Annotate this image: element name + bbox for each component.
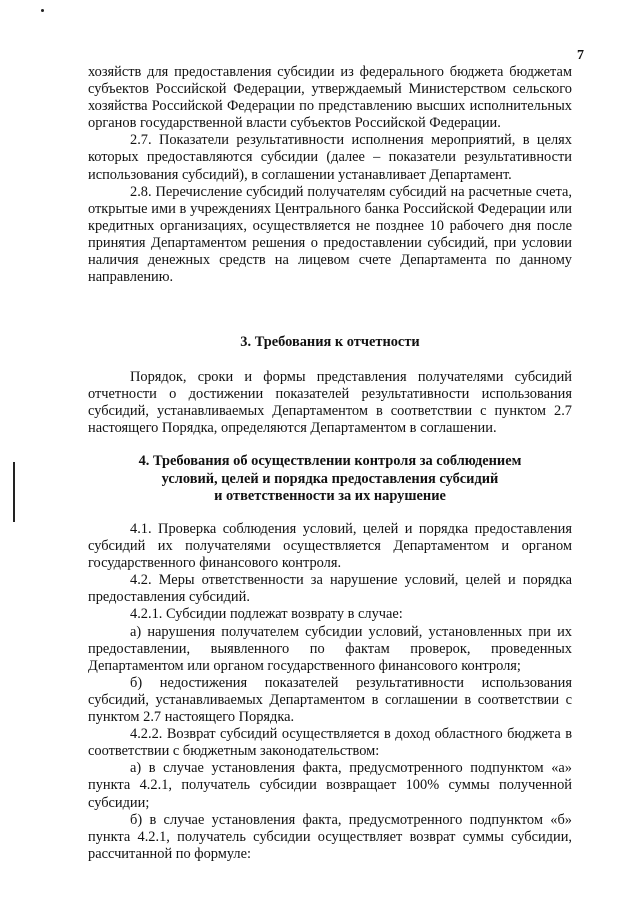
paragraph-continuation: хозяйств для предоставления субсидии из федерального бюджета бюджетам субъектов Российской Федерации, утверждаемый Министерством сельского хозяйства Российской Федерации по представлению высших исполнительных органов государственной власти субъектов Российской Федерации.	[88, 64, 572, 132]
section-3-body	[88, 369, 572, 437]
section-4-heading-line: условий, целей и порядка предоставления субсидий	[161, 470, 499, 487]
paragraph-4-2-1: 4.2.1. Субсидии подлежат возврату в случае:	[130, 606, 403, 623]
section-4-heading	[88, 453, 572, 506]
section-4-heading-line: 4. Требования об осуществлении контроля за соблюдением	[138, 453, 522, 469]
paragraph-4-1: 4.1. Проверка соблюдения условий, целей и порядка предоставления субсидий их получателями осуществляется Департаментом и органом государственного финансового контроля.	[88, 521, 572, 572]
scan-mark-dot	[41, 9, 44, 12]
section-4-heading-line: и ответственности за их нарушение	[214, 488, 446, 504]
section-4-body	[88, 521, 572, 863]
paragraph-4-2: 4.2. Меры ответственности за нарушение условий, целей и порядка предоставления субсидий.	[88, 572, 572, 606]
paragraph-2-8: 2.8. Перечисление субсидий получателям субсидий на расчетные счета, открытые ими в учреждениях Центрального банка Российской Федерации или кредитных организациях, осуществляется не позднее 10 рабочего дня после принятия Департаментом решения о предоставлении субсидий, при условии наличия денежных средств на лицевом счете Департамента по данному направлению.	[88, 183, 572, 286]
paragraph-4-2-2-a: а) в случае установления факта, предусмотренного подпунктом «а» пункта 4.2.1, получатель субсидии возвращает 100% суммы полученной субсидии;	[88, 760, 572, 811]
section-3-heading: 3. Требования к отчетности	[240, 334, 420, 350]
paragraph-4-2-1-a: а) нарушения получателем субсидии условий, установленных при их предоставлении, выявленного по фактам проверок, проведенных Департаментом или органом государственного финансового контроля;	[88, 623, 572, 674]
paragraphs-top	[88, 64, 572, 286]
paragraph-4-2-2: 4.2.2. Возврат субсидий осуществляется в доход областного бюджета в соответствии с бюджетным законодательством:	[88, 726, 572, 760]
paragraph-4-2-1-b: б) недостижения показателей результативности использования субсидий, устанавливаемых Департаментом в соглашении в соответствии с пунктом 2.7 настоящего Порядка.	[88, 674, 572, 726]
section-3-paragraph: Порядок, сроки и формы представления получателями субсидий отчетности о достижении показателей результативности использования субсидий, устанавливаемых Департаментом в соответствии с пунктом 2.7 настоящего Порядка, определяются Департаментом в соглашении.	[88, 369, 572, 437]
scan-mark-bar	[13, 462, 15, 522]
paragraph-4-2-2-b: б) в случае установления факта, предусмотренного подпунктом «б» пункта 4.2.1, получатель субсидии осуществляет возврат суммы субсидии, рассчитанной по формуле:	[88, 811, 572, 862]
page-number: 7	[577, 48, 584, 63]
paragraph-2-7: 2.7. Показатели результативности исполнения мероприятий, в целях которых предоставляются субсидии (далее – показатели результативности использования субсидий), в соглашении устанавливает Департамент.	[88, 132, 572, 183]
